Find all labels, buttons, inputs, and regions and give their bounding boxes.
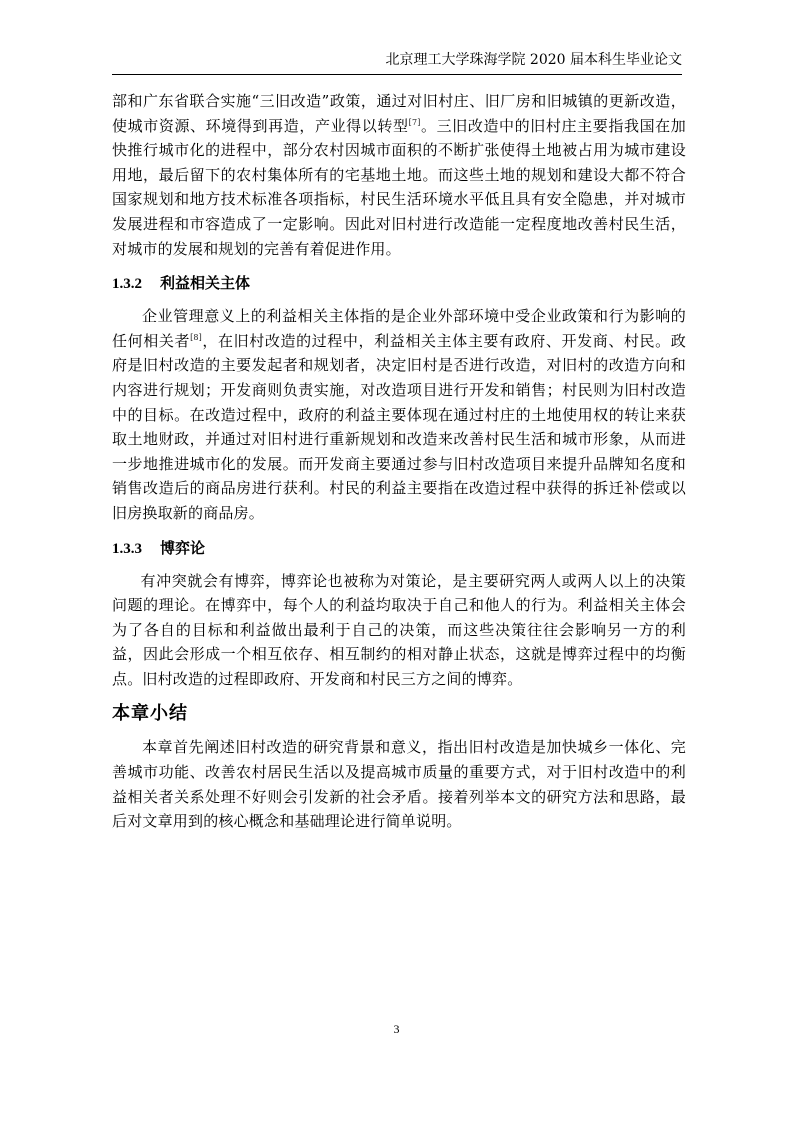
paragraph-text: ，在旧村改造的过程中，利益相关主体主要有政府、开发商、村民。政府是旧村改造的主要发起者和规划者，决定旧村是否进行改造，对旧村的改造方向和内容进行规划；开发商则负责实施，对改造项目进行开发和销售；村民则为旧村改造中的目标。在改造过程中，政府的利益主要体现在通过村庄的土地使用权的转让来获取土地财政，并通过对旧村进行重新规划和改造来改善村民生活和城市形象，从而进一步地推进城市化的发展。而开发商主要通过参与旧村改造项目来提升品牌知名度和销售改造后的商品房进行获利。村民的利益主要指在改造过程中获得的拆迁补偿或以旧房换取新的商品房。 bbox=[112, 331, 686, 522]
chapter-summary-heading: 本章小结 bbox=[112, 703, 188, 725]
section-number: 1.3.3 bbox=[112, 540, 142, 557]
paragraph-continuation bbox=[112, 89, 686, 261]
page-body bbox=[112, 89, 686, 834]
section-heading-1-3-3 bbox=[112, 536, 686, 561]
citation-7[interactable]: [7] bbox=[408, 117, 421, 127]
paragraph-stakeholders bbox=[112, 304, 686, 525]
paragraph-text: 企业管理意义上的利益相关主体指的是企业外部环境中受企业政策和行为影响的任何相关者 bbox=[112, 307, 686, 350]
paragraph-summary: 本章首先阐述旧村改造的研究背景和意义，指出旧村改造是加快城乡一体化、完善城市功能、改善农村居民生活以及提高城市质量的重要方式，对于旧村改造中的利益相关者关系处理不好则会引发新的社会矛盾。接着列举本文的研究方法和思路，最后对文章用到的核心概念和基础理论进行简单说明。 bbox=[112, 738, 686, 831]
section-number: 1.3.2 bbox=[112, 276, 142, 293]
paragraph-game-theory: 有冲突就会有博弈，博弈论也被称为对策论，是主要研究两人或两人以上的决策问题的理论。在博弈中，每个人的利益均取决于自己和他人的行为。利益相关主体会为了各自的目标和利益做出最利于自己的决策，而这些决策往往会影响另一方的利益，因此会形成一个相互依存、相互制约的相对静止状态，这就是博弈过程中的均衡点。旧村改造的过程即政府、开发商和村民三方之间的博弈。 bbox=[112, 571, 686, 688]
section-heading-1-3-2 bbox=[112, 271, 686, 296]
section-title: 博弈论 bbox=[160, 538, 206, 557]
citation-8[interactable]: [8] bbox=[190, 332, 202, 342]
paragraph-text: 部和广东省联合实施“三旧改造”政策，通过对旧村庄、旧厂房和旧城镇的更新改造，使城市资源、环境得到再造，产业得以转型 bbox=[112, 92, 686, 135]
running-header: 北京理工大学珠海学院 2020 届本科生毕业论文 bbox=[385, 52, 682, 68]
paragraph-text: 。三旧改造中的旧村庄主要指我国在加快推行城市化的进程中，部分农村因城市面积的不断扩张使得土地被占用为城市建设用地，最后留下的农村集体所有的宅基地土地。而这些土地的规划和建设大都不符合国家规划和地方技术标准各项指标，村民生活环境水平低且具有安全隐患，并对城市发展进程和市容造成了一定影响。因此对旧村进行改造能一定程度地改善村民生活，对城市的发展和规划的完善有着促进作用。 bbox=[112, 116, 686, 258]
header-rule bbox=[112, 74, 682, 75]
page-number: 3 bbox=[393, 1022, 400, 1036]
section-title: 利益相关主体 bbox=[160, 274, 251, 293]
